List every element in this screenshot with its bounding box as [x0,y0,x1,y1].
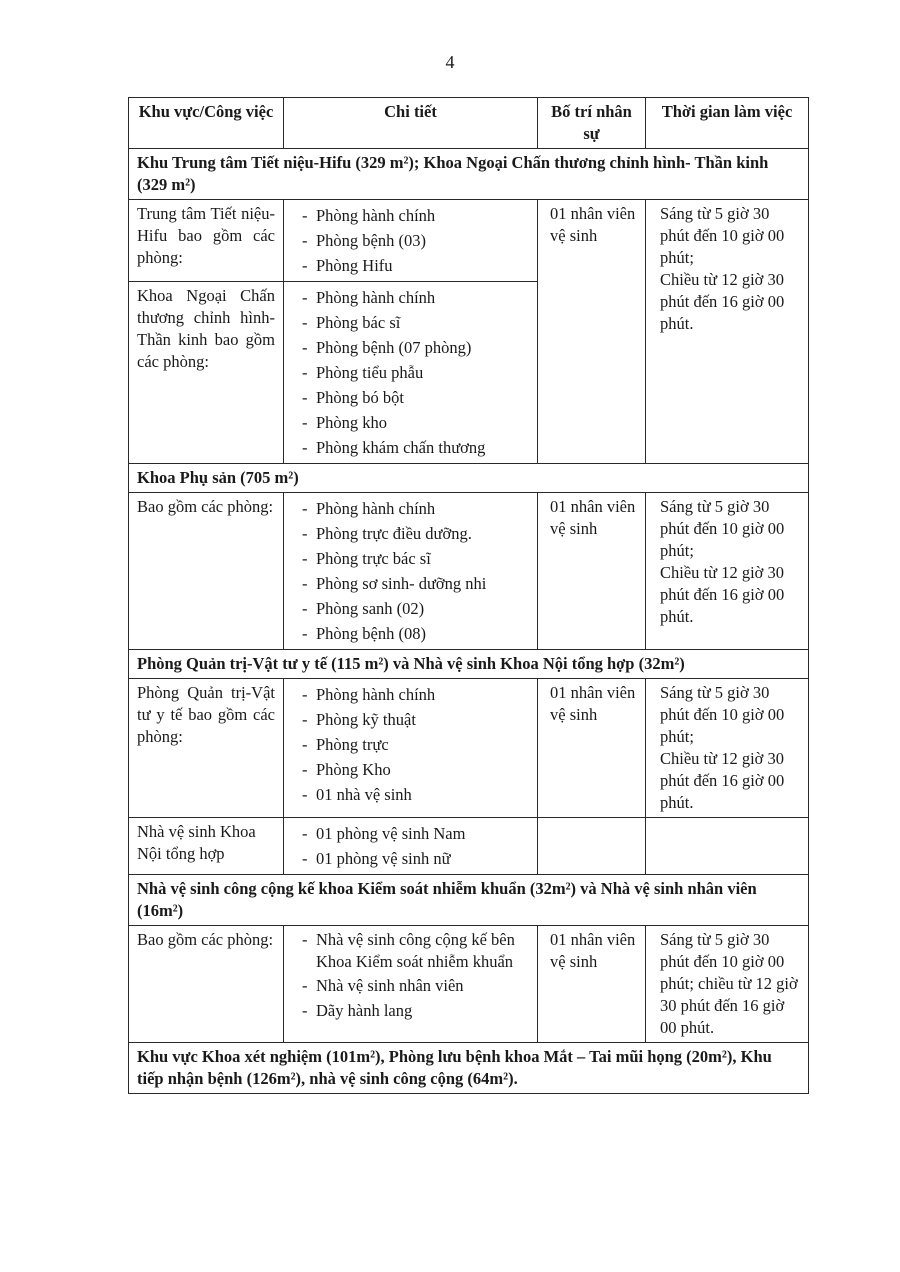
section-title-row [129,1043,809,1094]
header-time: Thời gian làm việc [646,98,809,149]
detail-cell [284,818,538,875]
section-title-row [129,149,809,200]
detail-item: - Phòng kho [302,410,529,435]
detail-item: - Phòng bác sĩ [302,310,529,335]
morning-shift: Sáng từ 5 giờ 30 phút đến 10 giờ 00 phút; [660,683,785,746]
detail-item: - Phòng kỹ thuật [302,707,529,732]
morning-shift: Sáng từ 5 giờ 30 phút đến 10 giờ 00 phút; [660,204,785,267]
time-cell [646,679,809,818]
detail-item: - Phòng khám chấn thương [302,435,529,460]
detail-item: - Phòng trực điều dưỡng. [302,521,529,546]
header-area: Khu vực/Công việc [129,98,284,149]
detail-item: - Phòng bệnh (03) [302,228,529,253]
work-schedule-table [128,97,809,1094]
area-cell: Khoa Ngoại Chấn thương chỉnh hình-Thần kinh bao gồm các phòng: [129,282,284,464]
area-cell: Bao gồm các phòng: [129,926,284,1043]
area-cell: Nhà vệ sinh Khoa Nội tổng hợp [129,818,284,875]
detail-item: - Phòng trực [302,732,529,757]
detail-item: - Nhà vệ sinh nhân viên [302,973,529,998]
time-cell [646,493,809,650]
header-staff: Bố trí nhân sự [538,98,646,149]
section-title: Khu vực Khoa xét nghiệm (101m²), Phòng lưu bệnh khoa Mắt – Tai mũi họng (20m²), Khu tiếp nhận bệnh (126m²), nhà vệ sinh công cộng (64m²). [129,1043,809,1094]
detail-item: - Nhà vệ sinh công cộng kế bên Khoa Kiểm soát nhiễm khuẩn [302,929,529,973]
table-row [129,493,809,650]
detail-item: - 01 nhà vệ sinh [302,782,529,807]
detail-item: - 01 phòng vệ sinh Nam [302,821,529,846]
detail-cell [284,200,538,282]
section-title: Khu Trung tâm Tiết niệu-Hifu (329 m²); Khoa Ngoại Chấn thương chỉnh hình- Thần kinh (329 m²) [129,149,809,200]
afternoon-shift: Chiều từ 12 giờ 30 phút đến 16 giờ 00 phút. [660,749,785,812]
table-header-row [129,98,809,149]
detail-item: - Phòng hành chính [302,496,529,521]
detail-cell [284,926,538,1043]
detail-item: - Phòng hành chính [302,682,529,707]
area-cell: Bao gồm các phòng: [129,493,284,650]
section-title-row [129,650,809,679]
time-cell [646,818,809,875]
table-row [129,200,809,282]
detail-item: - Phòng trực bác sĩ [302,546,529,571]
section-title: Nhà vệ sinh công cộng kế khoa Kiểm soát nhiễm khuẩn (32m²) và Nhà vệ sinh nhân viên (16m²) [129,875,809,926]
detail-item: - Phòng tiểu phẫu [302,360,529,385]
time-cell [646,926,809,1043]
afternoon-shift: Chiều từ 12 giờ 30 phút đến 16 giờ 00 phút. [660,270,785,333]
detail-item: - Phòng sơ sinh- dưỡng nhi [302,571,529,596]
detail-cell [284,493,538,650]
table-row [129,679,809,818]
staff-cell [538,818,646,875]
detail-item: - 01 phòng vệ sinh nữ [302,846,529,871]
section-title: Khoa Phụ sản (705 m²) [129,464,809,493]
page-number: 4 [445,52,455,72]
section-title: Phòng Quản trị-Vật tư y tế (115 m²) và Nhà vệ sinh Khoa Nội tổng hợp (32m²) [129,650,809,679]
detail-item: - Phòng bệnh (08) [302,621,529,646]
section-title-row [129,875,809,926]
detail-item: - Phòng sanh (02) [302,596,529,621]
table-row [129,818,809,875]
header-detail: Chi tiết [284,98,538,149]
staff-cell: 01 nhân viên vệ sinh [538,200,646,464]
staff-cell: 01 nhân viên vệ sinh [538,679,646,818]
detail-item: - Phòng bệnh (07 phòng) [302,335,529,360]
section-title-row [129,464,809,493]
detail-item: - Dãy hành lang [302,998,529,1023]
morning-shift: Sáng từ 5 giờ 30 phút đến 10 giờ 00 phút; [660,497,785,560]
time-cell [646,200,809,464]
detail-item: - Phòng hành chính [302,285,529,310]
afternoon-shift: Chiều từ 12 giờ 30 phút đến 16 giờ 00 phút. [660,563,785,626]
area-cell: Trung tâm Tiết niệu- Hifu bao gồm các phòng: [129,200,284,282]
staff-cell: 01 nhân viên vệ sinh [538,926,646,1043]
detail-cell [284,679,538,818]
detail-item: - Phòng Kho [302,757,529,782]
detail-item: - Phòng Hifu [302,253,529,278]
detail-item: - Phòng bó bột [302,385,529,410]
detail-cell [284,282,538,464]
detail-item: - Phòng hành chính [302,203,529,228]
shift-time: Sáng từ 5 giờ 30 phút đến 10 giờ 00 phút; chiều từ 12 giờ 30 phút đến 16 giờ 00 phút. [660,930,798,1037]
table-row [129,926,809,1043]
area-cell: Phòng Quản trị-Vật tư y tế bao gồm các phòng: [129,679,284,818]
staff-cell: 01 nhân viên vệ sinh [538,493,646,650]
